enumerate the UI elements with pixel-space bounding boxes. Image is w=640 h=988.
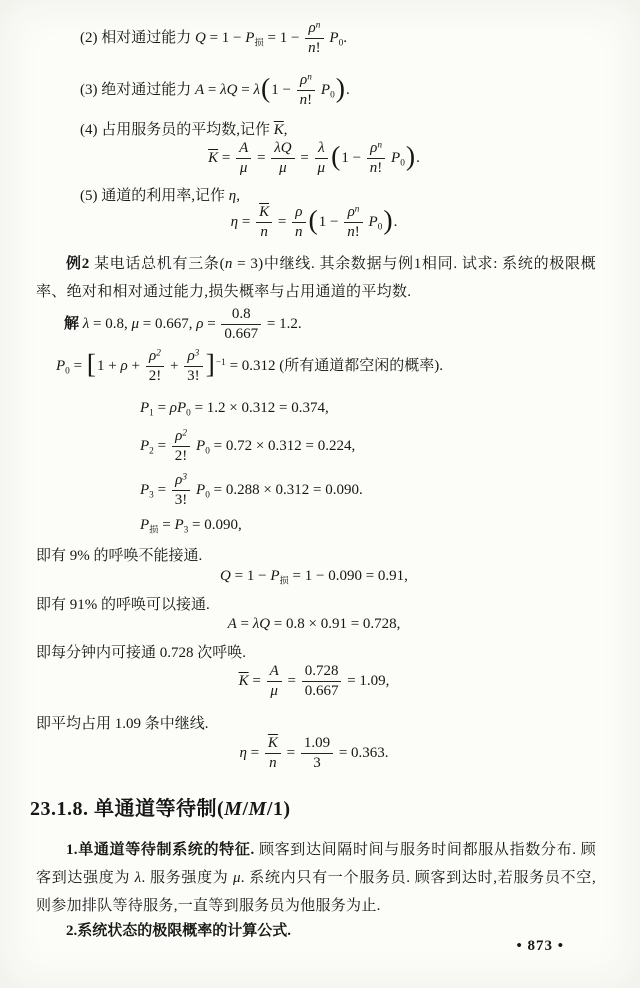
formula-avg-busy-servers: $\overline{K}$ = $\frac{A}{\mu}$ = $\frac{\lambda Q}{\mu}$ = $\frac{\lambda}{\mu}$ (1 − $\frac{\rho^n}{n!}$ $P_0$). <box>208 140 420 177</box>
note-9-percent-blocked: 即有 9% 的呼唤不能接通. <box>36 548 203 564</box>
paragraph-limit-probability: 2.系统状态的极限概率的计算公式. <box>66 923 292 939</box>
note-91-percent-connected: 即有 91% 的呼唤可以接通. <box>36 597 210 613</box>
label-channel-utilization: (5) 通道的利用率,记作 η, <box>80 188 240 204</box>
formula-q-value: $Q = 1 - P_损 = 1 - 0.090 = 0.91$, <box>220 568 408 587</box>
formula-p0: $P_0 = [1 + \rho$ + $\frac{\rho^2}{2!}$ + $\frac{\rho^3}{3!}$ ]$^{-1}$ = 0.312 (所有通道都空闲的概率). <box>56 348 444 385</box>
formula-eta-value: η = $\frac{\overline{K}}{n}$ = $\frac{1.09}{3}$ = 0.363. <box>239 735 389 772</box>
formula-p-loss: $P_损 = P_3 = 0.090$, <box>140 517 242 536</box>
section-heading-mm1: 23.1.8. 单通道等待制(M/M/1) <box>30 798 291 820</box>
formula-channel-utilization: η = $\frac{\overline{K}}{n}$ = $\frac{\rho}{n}$ (1 − $\frac{\rho^n}{n!}$ $P_0$). <box>230 204 398 241</box>
page-number: • 873 • <box>516 938 564 954</box>
formula-p1: $P_1 = \rho P_0 = 1.2 \times 0.312 = 0.374$, <box>140 400 329 419</box>
formula-absolute-capacity: (3) 绝对通过能力 A = λQ = λ(1 − $\frac{\rho^n}{n!}$ $P_0$). <box>80 72 350 109</box>
formula-k-bar-value: $\overline{K}$ = $\frac{A}{\mu}$ = $\frac{0.728}{0.667}$ = 1.09, <box>238 663 390 700</box>
label-avg-busy-servers: (4) 占用服务员的平均数,记作 $\overline{K}$, <box>80 122 288 138</box>
example2-statement: 例2 某电话总机有三条(n = 3)中继线. 其余数据与例1相同. 试求: 系统的极限概率、绝对和相对通过能力,损失概率与占用通道的平均数. <box>36 256 596 300</box>
formula-a-value: A = λQ = 0.8 × 0.91 = 0.728, <box>227 616 401 632</box>
note-average-trunks: 即平均占用 1.09 条中继线. <box>36 716 209 732</box>
formula-relative-capacity: (2) 相对通过能力 $Q = 1 - P_损 = 1$ − $\frac{\rho^n}{n!}$ $P_0$. <box>80 20 347 57</box>
formula-p2: $P_2$ = $\frac{\rho^2}{2!}$ $P_0 = 0.72 \times 0.312 = 0.224$, <box>140 428 356 465</box>
paragraph-mm1-features: 1.单通道等待制系统的特征. 顾客到达间隔时间与服务时间都服从指数分布. 顾客到达强度为 λ. 服务强度为 μ. 系统内只有一个服务员. 顾客到达时,若服务员不空,则参加排队等待服务,一直等到服务员为他服务为止. <box>36 842 597 914</box>
note-calls-per-minute: 即每分钟内可接通 0.728 次呼唤. <box>36 645 247 661</box>
formula-p3: $P_3$ = $\frac{\rho^3}{3!}$ $P_0 = 0.288 \times 0.312 = 0.090$. <box>140 472 363 509</box>
solution-parameters: 解 λ = 0.8, μ = 0.667, ρ = $\frac{0.8}{0.667}$ = 1.2. <box>64 306 302 343</box>
